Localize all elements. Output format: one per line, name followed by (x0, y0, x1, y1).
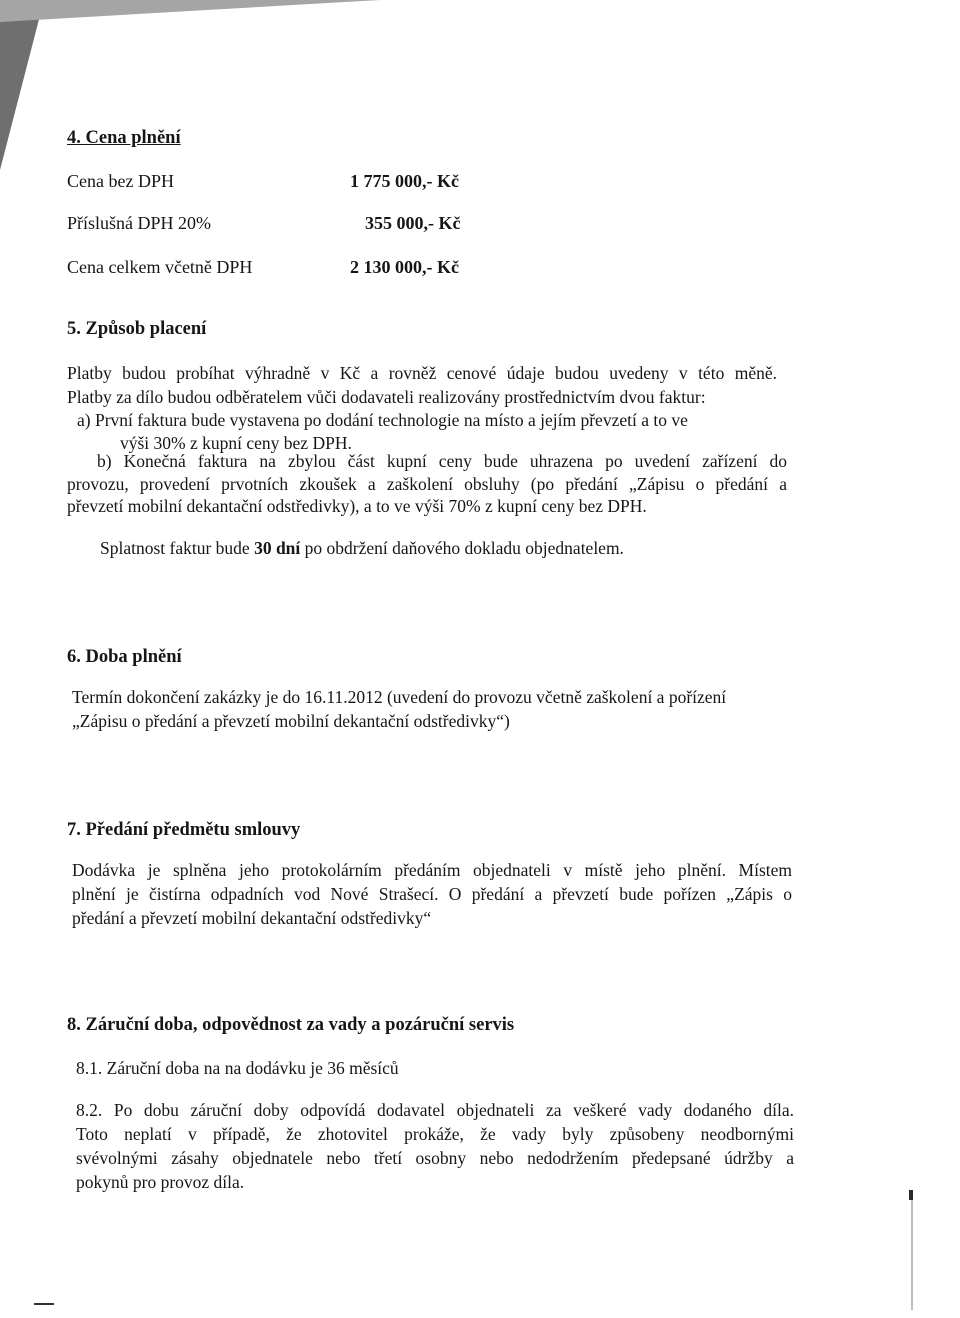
section-5-title: 5. Způsob placení (67, 319, 207, 339)
paragraph-line: „Zápisu o předání a převzetí mobilní dekantační odstředivky“) (72, 711, 510, 731)
due-date-days: 30 dní (254, 538, 301, 558)
paragraph-line: Platby budou probíhat výhradně v Kč a rovněž cenové údaje budou uvedeny v této měně. (67, 363, 777, 383)
section-6-title: 6. Doba plnění (67, 647, 182, 667)
paragraph-line: pokynů pro provoz díla. (76, 1172, 245, 1192)
list-item-b: b) Konečná faktura na zbylou část kupní ceny bude uhrazena po uvedení zařízení do (97, 451, 787, 471)
section-7-title: 7. Předání předmětu smlouvy (67, 820, 301, 840)
due-date-suffix: po obdržení daňového dokladu objednatelem. (300, 538, 624, 558)
price-row-value: 1 775 000,- Kč (350, 171, 459, 191)
paragraph-line: Termín dokončení zakázky je do 16.11.2012 (uvedení do provozu včetně zaškolení a pořízení (72, 687, 727, 707)
paragraph-line: 8.2. Po dobu záruční doby odpovídá dodavatel objednateli za veškeré vady dodaného díla. (76, 1100, 794, 1120)
vat-row-label: Příslušná DPH 20% (67, 213, 212, 233)
vat-row-value: 355 000,- Kč (365, 213, 461, 233)
scan-corner-shadow (0, 0, 44, 170)
scan-edge-line (911, 1190, 913, 1310)
due-date-line (100, 538, 624, 559)
total-row-value: 2 130 000,- Kč (350, 257, 459, 277)
scan-edge-mark (909, 1190, 913, 1200)
paragraph-line: Dodávka je splněna jeho protokolárním předáním objednateli v místě jeho plnění. Místem (72, 860, 792, 880)
list-item-a: a) První faktura bude vystavena po dodání technologie na místo a jejím převzetí a to ve (77, 410, 688, 430)
paragraph-line: Toto neplatí v případě, že zhotovitel prokáže, že vady byly způsobeny neodbornými (76, 1124, 794, 1144)
warranty-period: 8.1. Záruční doba na na dodávku je 36 měsíců (76, 1058, 399, 1078)
scan-top-shadow (0, 0, 380, 22)
list-item-b-cont: převzetí mobilní dekantační odstředivky), a to ve výši 70% z kupní ceny bez DPH. (67, 496, 647, 516)
section-4-title: 4. Cena plnění (67, 128, 181, 148)
list-item-a-cont: výši 30% z kupní ceny bez DPH. (120, 433, 352, 453)
price-row-label: Cena bez DPH (67, 171, 174, 191)
paragraph-line: svévolnými zásahy objednatele nebo třetí osobny nebo nedodržením předepsané údržby a (76, 1148, 794, 1168)
total-row-label: Cena celkem včetně DPH (67, 257, 253, 277)
list-item-b-cont: provozu, provedení prvotních zkoušek a zaškolení obsluhy (po předání „Zápisu o předání a (67, 474, 787, 494)
paragraph-line: Platby za dílo budou odběratelem vůči dodavateli realizovány prostřednictvím dvou faktur: (67, 387, 706, 407)
scan-dash-mark (34, 1303, 54, 1305)
section-8-title: 8. Záruční doba, odpovědnost za vady a pozáruční servis (67, 1015, 515, 1035)
paragraph-line: plnění je čistírna odpadních vod Nové Strašecí. O předání a převzetí bude pořízen „Zápis o (72, 884, 792, 904)
due-date-prefix: Splatnost faktur bude (100, 538, 255, 558)
paragraph-line: předání a převzetí mobilní dekantační odstředivky“ (72, 908, 432, 928)
